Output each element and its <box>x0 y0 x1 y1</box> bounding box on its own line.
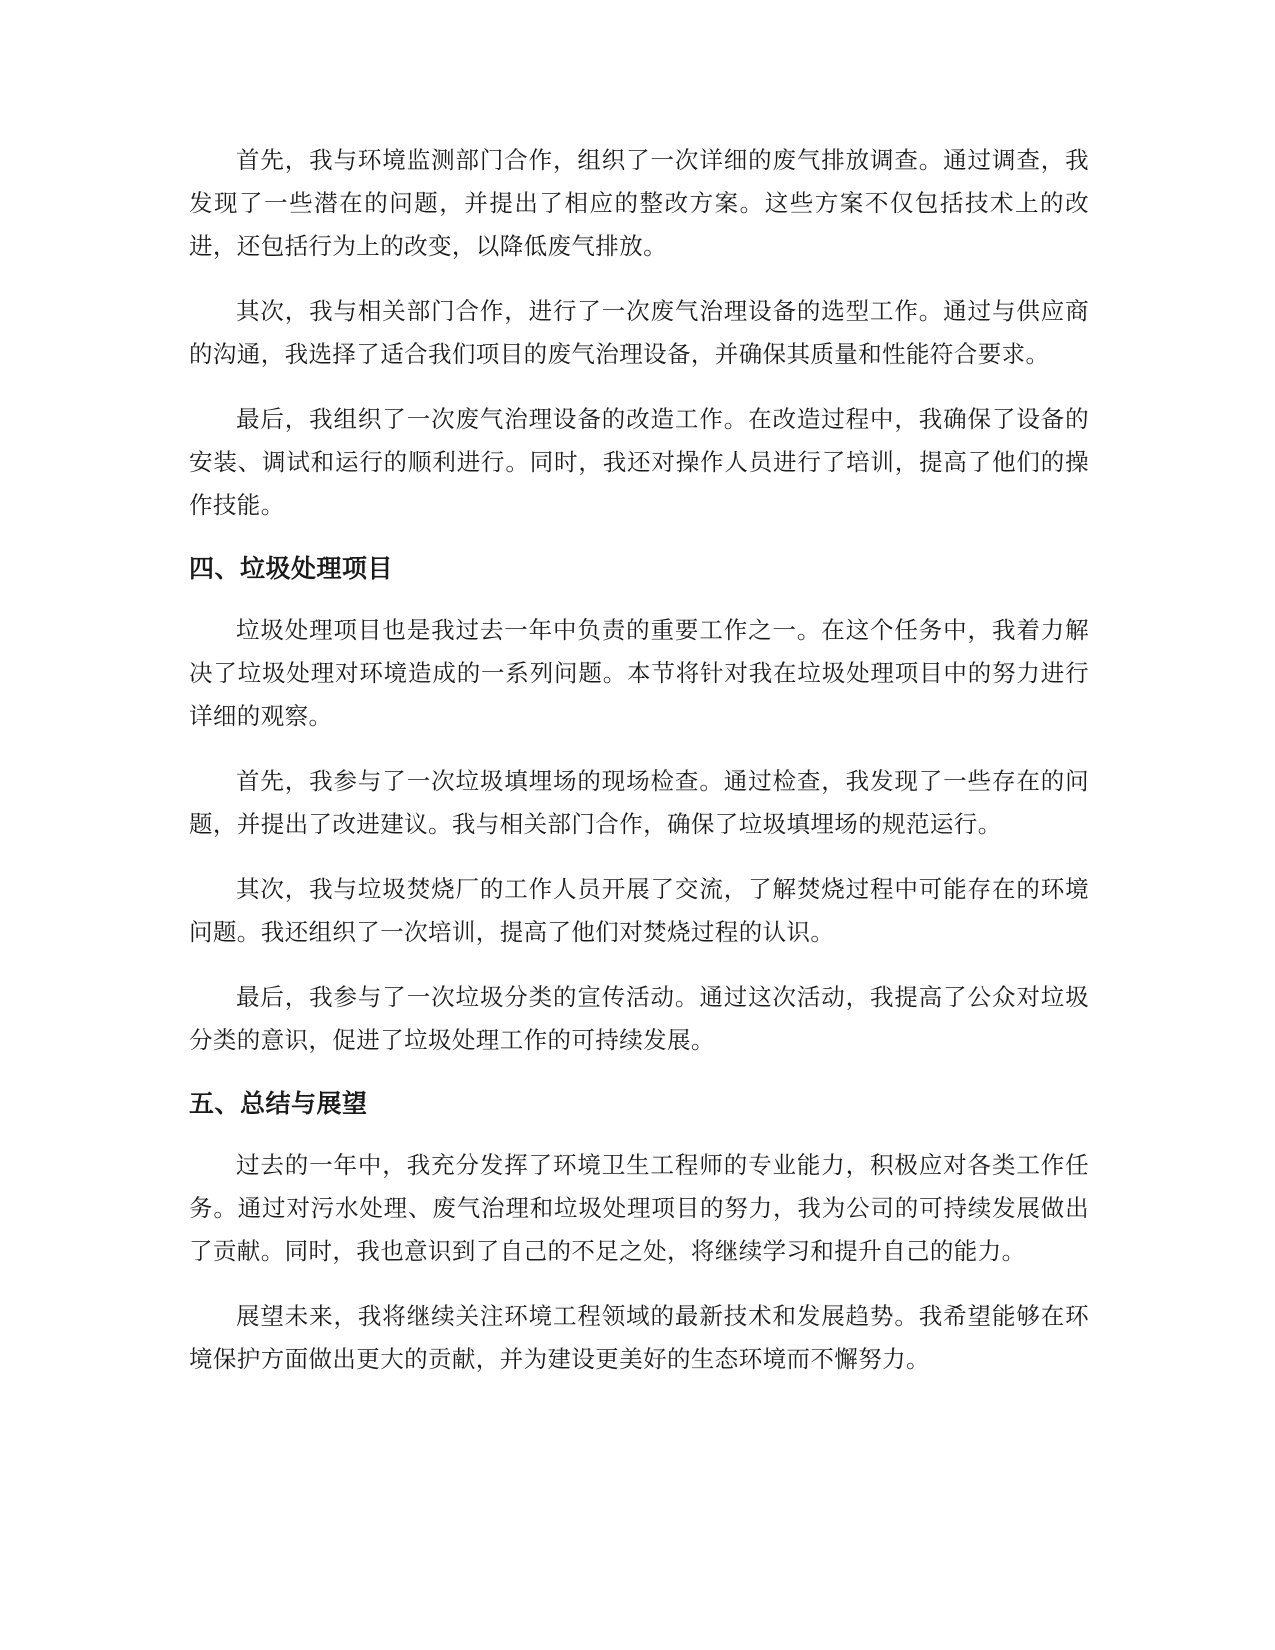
paragraph-waste-intro: 垃圾处理项目也是我过去一年中负责的重要工作之一。在这个任务中，我着力解决了垃圾处理对环境造成的一系列问题。本节将针对我在垃圾处理项目中的努力进行详细的观察。 <box>189 616 1089 730</box>
paragraph-landfill-inspection: 首先，我参与了一次垃圾填埋场的现场检查。通过检查，我发现了一些存在的问题，并提出了改进建议。我与相关部门合作，确保了垃圾填埋场的规范运行。 <box>189 767 1089 838</box>
paragraph-summary: 过去的一年中，我充分发挥了环境卫生工程师的专业能力，积极应对各类工作任务。通过对污水处理、废气治理和垃圾处理项目的努力，我为公司的可持续发展做出了贡献。同时，我也意识到了自己的不足之处，将继续学习和提升自己的能力。 <box>189 1151 1089 1265</box>
section-heading-summary: 五、总结与展望 <box>189 1089 368 1118</box>
section-heading-waste-project: 四、垃圾处理项目 <box>189 554 394 583</box>
paragraph-exhaust-survey: 首先，我与环境监测部门合作，组织了一次详细的废气排放调查。通过调查，我发现了一些潜在的问题，并提出了相应的整改方案。这些方案不仅包括技术上的改进，还包括行为上的改变，以降低废气排放。 <box>189 146 1089 260</box>
paragraph-equipment-renovation: 最后，我组织了一次废气治理设备的改造工作。在改造过程中，我确保了设备的安装、调试和运行的顺利进行。同时，我还对操作人员进行了培训，提高了他们的操作技能。 <box>189 405 1089 519</box>
paragraph-sorting-campaign: 最后，我参与了一次垃圾分类的宣传活动。通过这次活动，我提高了公众对垃圾分类的意识，促进了垃圾处理工作的可持续发展。 <box>189 983 1089 1054</box>
paragraph-equipment-selection: 其次，我与相关部门合作，进行了一次废气治理设备的选型工作。通过与供应商的沟通，我选择了适合我们项目的废气治理设备，并确保其质量和性能符合要求。 <box>189 297 1089 368</box>
paragraph-incineration-exchange: 其次，我与垃圾焚烧厂的工作人员开展了交流，了解焚烧过程中可能存在的环境问题。我还组织了一次培训，提高了他们对焚烧过程的认识。 <box>189 875 1089 946</box>
document-page <box>189 139 1089 1403</box>
paragraph-outlook: 展望未来，我将继续关注环境工程领域的最新技术和发展趋势。我希望能够在环境保护方面做出更大的贡献，并为建设更美好的生态环境而不懈努力。 <box>189 1302 1089 1373</box>
